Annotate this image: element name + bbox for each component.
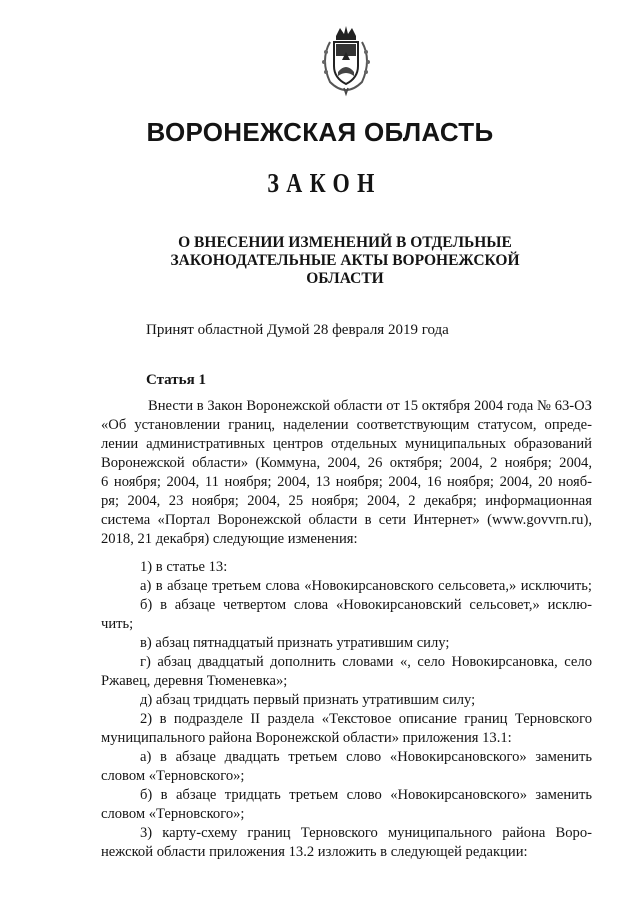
body-line: чить; <box>101 616 134 632</box>
body-line: г) абзац двадцатый дополнить словами «, село Новокирсановка, село <box>140 654 592 670</box>
coat-of-arms-icon <box>308 22 384 98</box>
law-title-line: О ВНЕСЕНИИ ИЗМЕНЕНИЙ В ОТДЕЛЬНЫЕ <box>178 234 512 251</box>
body-line: 1) в статье 13: <box>140 559 228 575</box>
law-title-line: ЗАКОНОДАТЕЛЬНЫЕ АКТЫ ВОРОНЕЖСКОЙ <box>170 252 520 269</box>
body-line: 3) карту-схему границ Терновского муниципального района Воро- <box>140 825 592 841</box>
law-title <box>120 234 570 288</box>
body-line: 6 ноября; 2004, 11 ноября; 2004, 13 ноября; 2004, 16 ноября; 2004, 20 нояб- <box>101 474 592 490</box>
body-line: словом «Терновского»; <box>101 768 245 784</box>
body-line: система «Портал Воронежской области в сети Интернет» (www.govvrn.ru), <box>101 512 592 528</box>
region-heading: ВОРОНЕЖСКАЯ ОБЛАСТЬ <box>146 117 494 147</box>
body-line: 2018, 21 декабря) следующие изменения: <box>101 531 358 547</box>
body-line: д) абзац тридцать первый признать утратившим силу; <box>140 692 476 708</box>
document-type: ЗАКОН <box>267 168 382 198</box>
law-title-line: ОБЛАСТИ <box>306 270 384 287</box>
body-line: словом «Терновского»; <box>101 806 245 822</box>
body-line: б) в абзаце четвертом слова «Новокирсановский сельсовет,» исклю- <box>140 597 592 613</box>
adoption-date: Принят областной Думой 28 февраля 2019 года <box>146 322 449 338</box>
body-line: Ржавец, деревня Тюменевка»; <box>101 673 288 689</box>
body-line: Внести в Закон Воронежской области от 15 октября 2004 года № 63-ОЗ <box>148 398 592 414</box>
body-line: а) в абзаце двадцать третьем слово «Новокирсановского» заменить <box>140 749 592 765</box>
body-line: а) в абзаце третьем слова «Новокирсановского сельсовета,» исключить; <box>140 578 592 594</box>
body-line: Воронежской области» (Коммуна, 2004, 26 октября; 2004, 2 ноября; 2004, <box>101 455 592 471</box>
body-line: лении административных центров отдельных муниципальных образований <box>101 436 592 452</box>
body-line: 2) в подразделе II раздела «Текстовое описание границ Терновского <box>140 711 592 727</box>
body-line: б) в абзаце тридцать третьем слово «Новокирсановского» заменить <box>140 787 592 803</box>
article-heading: Статья 1 <box>146 372 206 388</box>
body-line: «Об установлении границ, наделении соответствующим статусом, опреде- <box>101 417 592 433</box>
body-line: муниципального района Воронежской области» приложения 13.1: <box>101 730 512 746</box>
body-line: ря; 2004, 23 ноября; 2004, 25 ноября; 2004, 2 декабря; информационная <box>101 493 592 509</box>
body-line: нежской области приложения 13.2 изложить в следующей редакции: <box>101 844 528 860</box>
body-line: в) абзац пятнадцатый признать утратившим силу; <box>140 635 450 651</box>
